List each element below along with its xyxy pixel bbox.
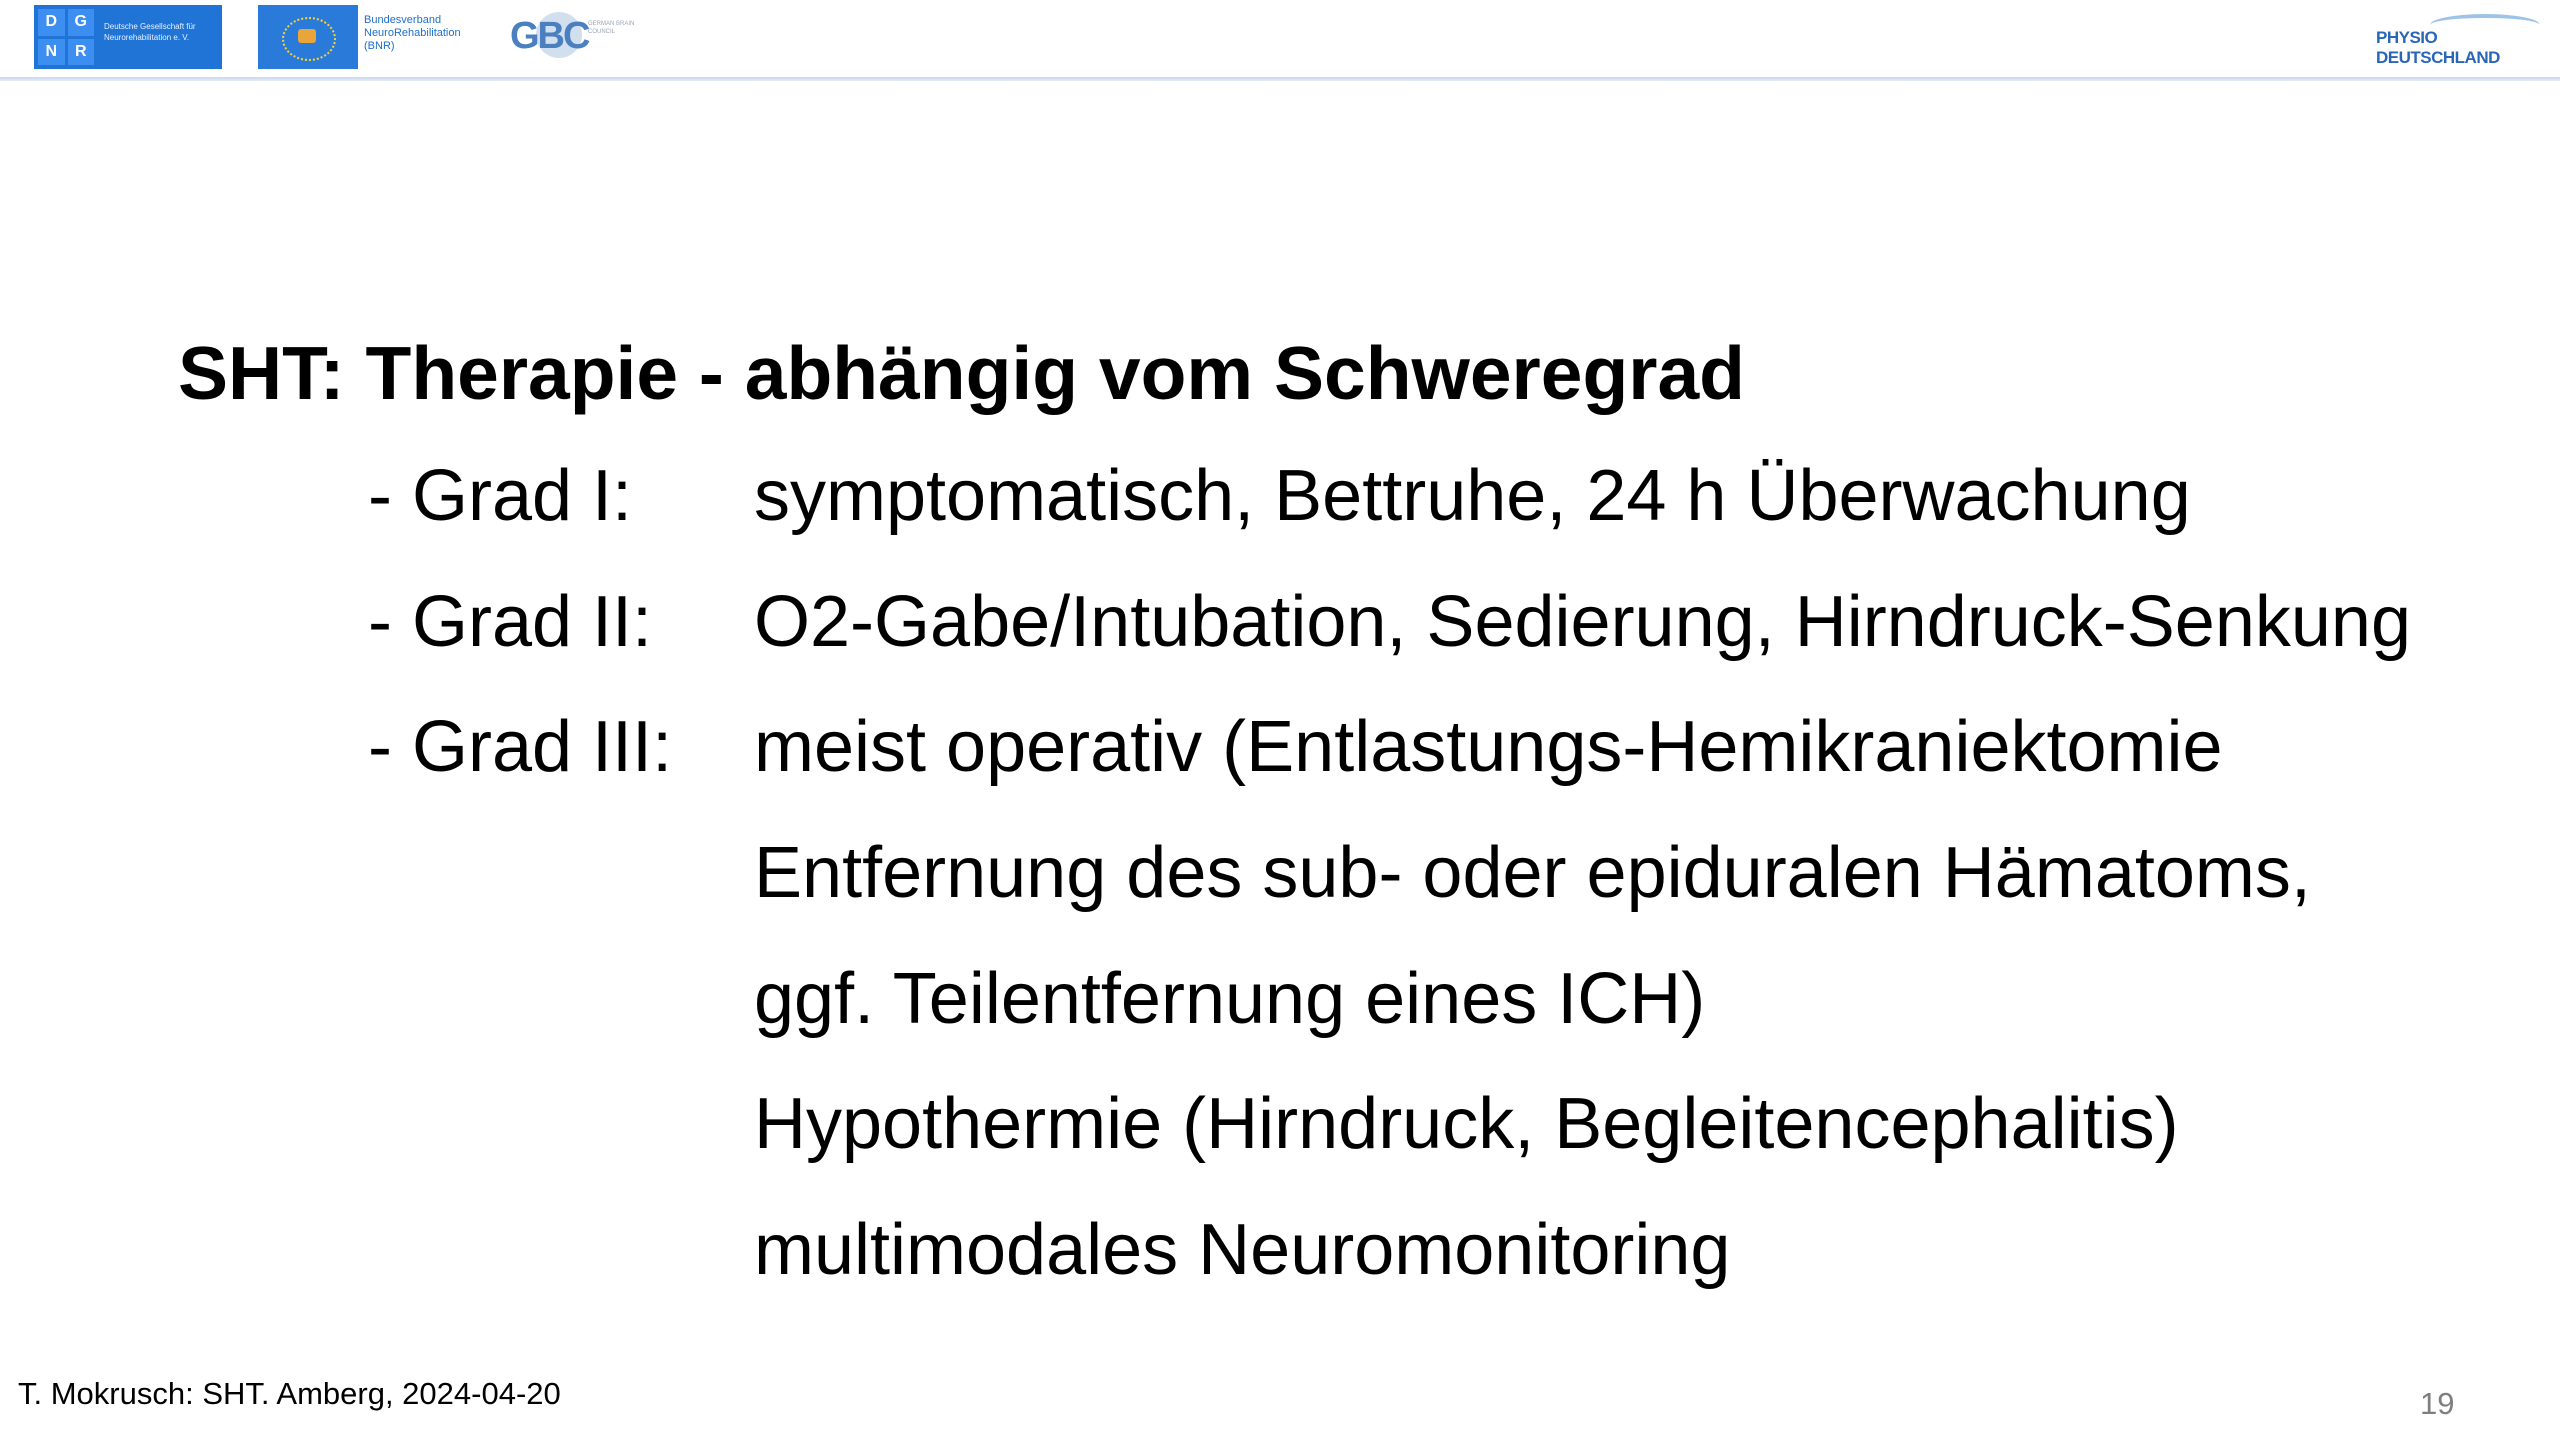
grade-description: meist operativ (Entlastungs-Hemikraniektomie: [754, 707, 2223, 787]
footer-author: T. Mokrusch: SHT. Amberg, 2024-04-20: [18, 1376, 561, 1411]
grade-label: - Grad I:: [368, 456, 633, 536]
grade-label: - Grad II:: [368, 582, 653, 662]
dgnr-logo: [34, 5, 222, 69]
bnr-logo-text: Bundesverband NeuroRehabilitation (BNR): [364, 14, 461, 52]
dgnr-letter: R: [68, 39, 95, 66]
grade-description: O2-Gabe/Intubation, Sedierung, Hirndruck-Senkung: [754, 582, 2411, 662]
brain-icon: [298, 29, 316, 43]
header-divider: [0, 77, 2560, 81]
dgnr-letter: D: [38, 9, 65, 36]
grade-description: symptomatisch, Bettruhe, 24 h Überwachung: [754, 456, 2191, 536]
gbc-logo: GBC: [510, 15, 589, 57]
dgnr-letter: G: [68, 9, 95, 36]
dgnr-letter: N: [38, 39, 65, 66]
grade-label: - Grad III:: [368, 707, 673, 787]
bnr-logo: [258, 5, 358, 69]
dgnr-logo-text: Deutsche Gesellschaft für Neurorehabilitation e. V.: [104, 22, 196, 42]
gbc-logo-subtext: GERMAN BRAIN COUNCIL: [588, 21, 635, 35]
continuation-line: Hypothermie (Hirndruck, Begleitencephalitis): [754, 1084, 2179, 1164]
continuation-line: Entfernung des sub- oder epiduralen Hämatoms,: [754, 833, 2311, 913]
page-number: 19: [2420, 1386, 2455, 1421]
dgnr-letter-grid: [38, 9, 94, 65]
physio-deutschland-logo: PHYSIO DEUTSCHLAND: [2376, 28, 2500, 67]
slide-title: SHT: Therapie - abhängig vom Schweregrad: [178, 331, 1745, 415]
continuation-line: multimodales Neuromonitoring: [754, 1210, 1731, 1290]
continuation-line: ggf. Teilentfernung eines ICH): [754, 959, 1706, 1039]
slide-header: [0, 0, 2560, 78]
